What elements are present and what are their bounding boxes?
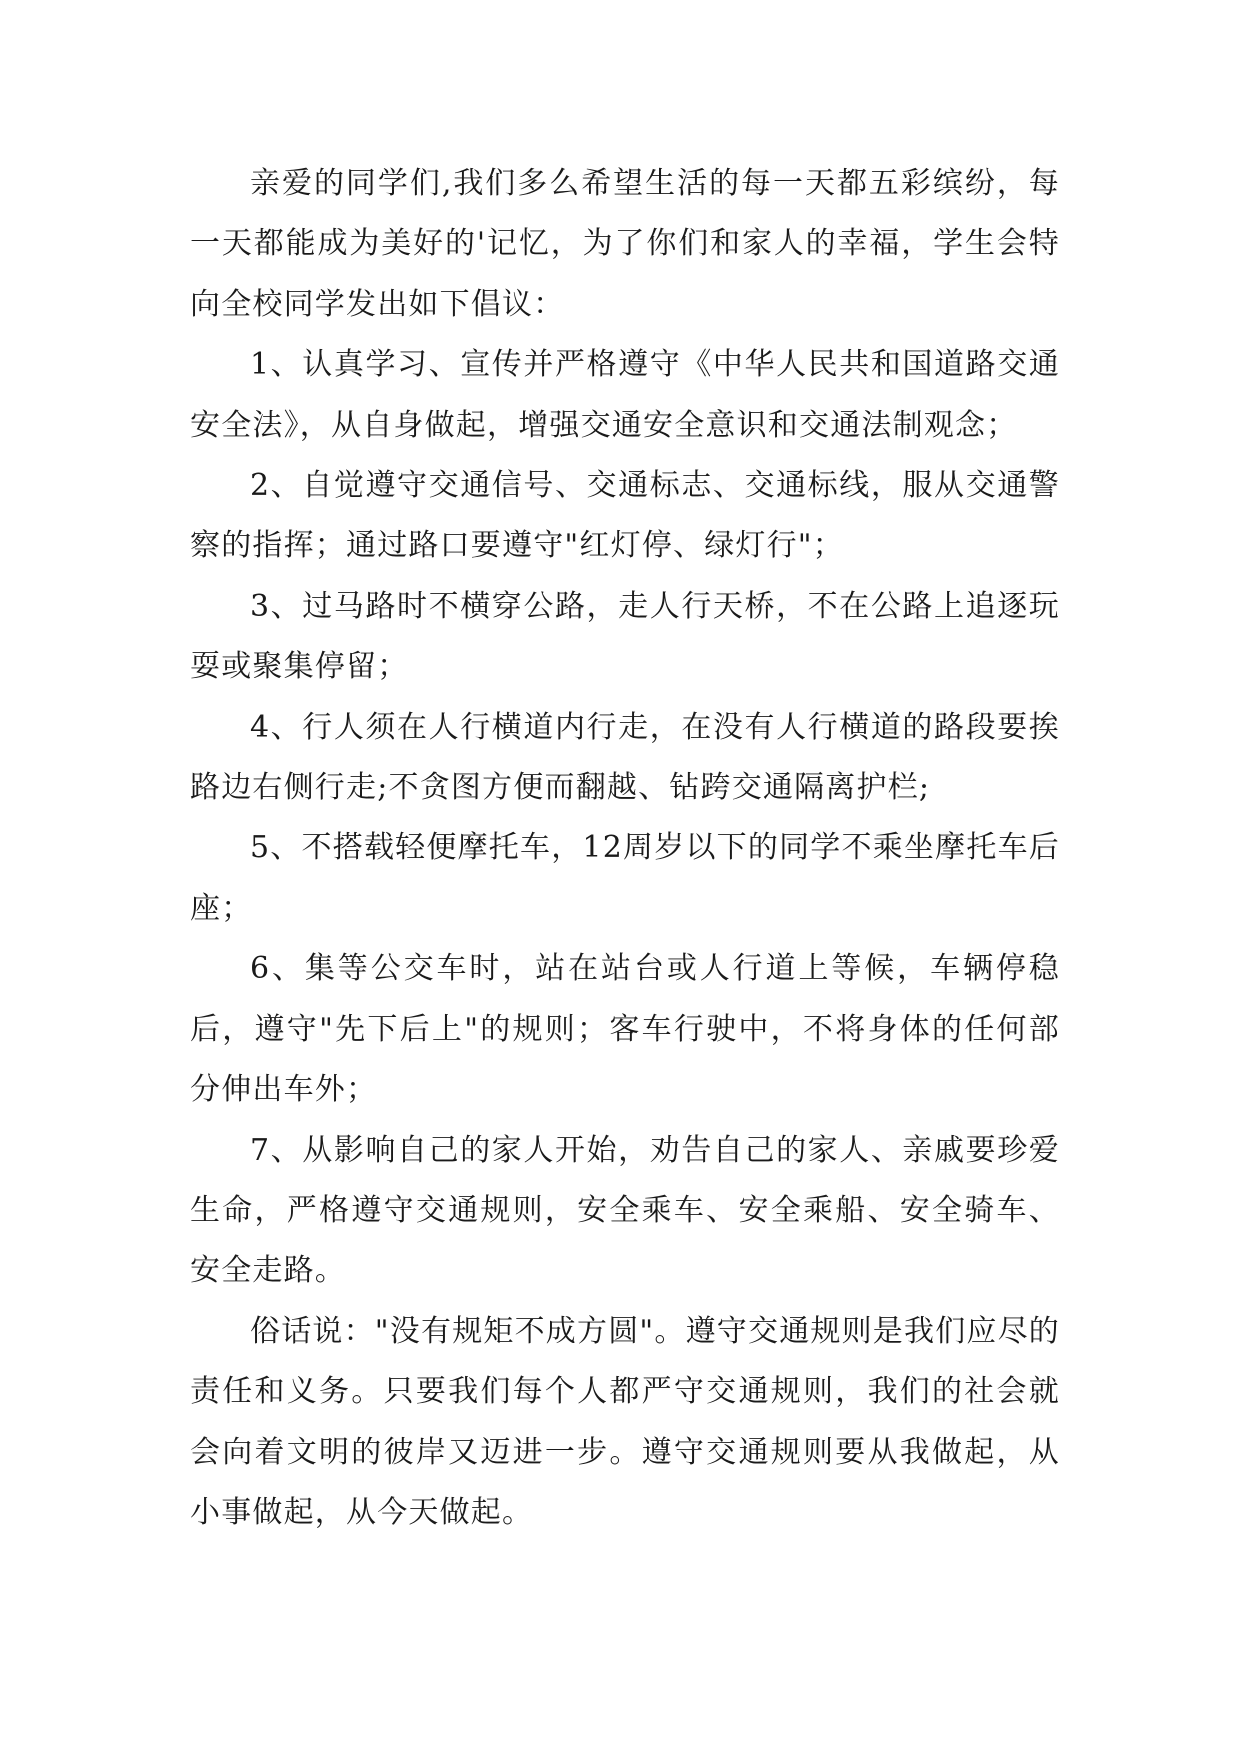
proposal-item-1: 1、认真学习、宣传并严格遵守《中华人民共和国道路交通安全法》，从自身做起，增强交通安全意识和交通法制观念；: [190, 347, 1060, 443]
proposal-item-2: 2、自觉遵守交通信号、交通标志、交通标线，服从交通警察的指挥；通过路口要遵守"红灯停、绿灯行"；: [190, 468, 1060, 564]
document-body: [190, 154, 1060, 1543]
closing-paragraph: 俗话说："没有规矩不成方圆"。遵守交通规则是我们应尽的责任和义务。只要我们每个人都严守交通规则，我们的社会就会向着文明的彼岸又迈进一步。遵守交通规则要从我做起，从小事做起，从今天做起。: [190, 1313, 1060, 1530]
proposal-item-6: 6、集等公交车时，站在站台或人行道上等候，车辆停稳后，遵守"先下后上"的规则；客车行驶中，不将身体的任何部分伸出车外；: [190, 951, 1060, 1108]
proposal-item-3: 3、过马路时不横穿公路，走人行天桥，不在公路上追逐玩耍或聚集停留；: [190, 588, 1060, 685]
intro-paragraph: 亲爱的同学们,我们多么希望生活的每一天都五彩缤纷，每一天都能成为美好的'记忆，为了你们和家人的幸福，学生会特向全校同学发出如下倡议：: [190, 166, 1060, 322]
proposal-item-5: 5、不搭载轻便摩托车，12周岁以下的同学不乘坐摩托车后座；: [190, 830, 1060, 926]
proposal-item-4: 4、行人须在人行横道内行走，在没有人行横道的路段要挨路边右侧行走;不贪图方便而翻越、钻跨交通隔离护栏;: [190, 709, 1060, 806]
proposal-item-7: 7、从影响自己的家人开始，劝告自己的家人、亲戚要珍爱生命，严格遵守交通规则，安全乘车、安全乘船、安全骑车、安全走路。: [190, 1132, 1060, 1289]
